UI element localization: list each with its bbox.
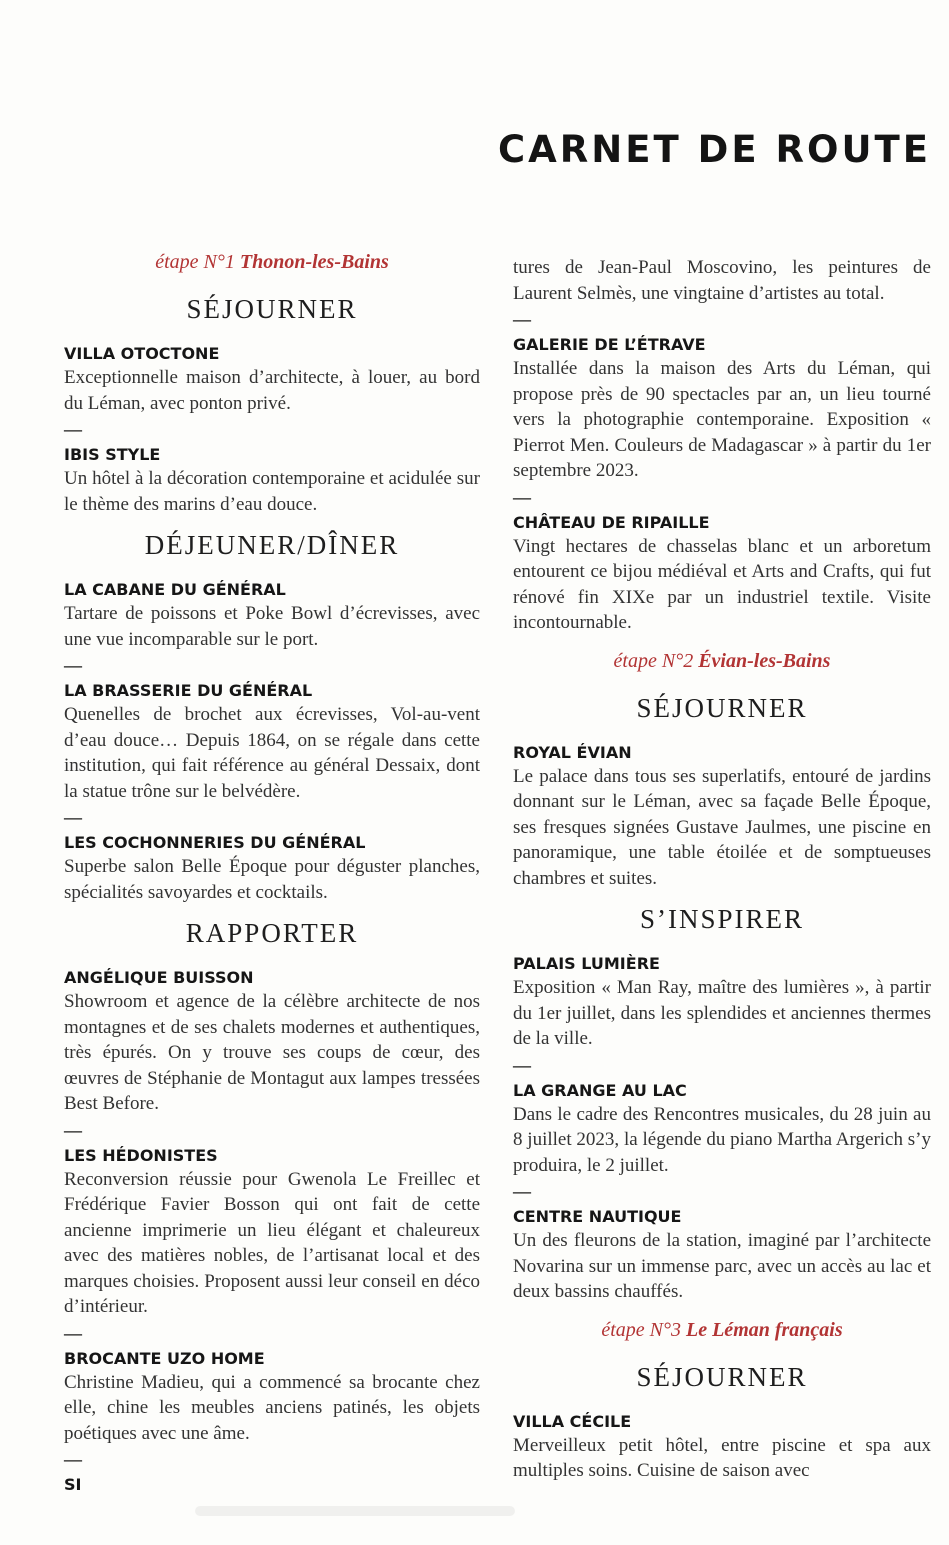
separator: — bbox=[513, 486, 531, 507]
section-heading: SÉJOURNER bbox=[186, 294, 358, 324]
entry-desc: Exposition « Man Ray, maître des lumières », à partir du 1er juillet, dans les splendides et anciennes thermes de la ville. bbox=[513, 977, 931, 1049]
section-heading: SÉJOURNER bbox=[636, 1361, 808, 1392]
section-heading: RAPPORTER bbox=[185, 918, 359, 948]
list-item bbox=[513, 334, 931, 484]
list-item bbox=[64, 1348, 480, 1447]
entry-desc: Le palace dans tous ses superlatifs, entouré de jardins donnant sur le Léman, avec sa façade Belle Époque, ses fresques signées Gustave Jaulmes, une piscine en panoramique, une table étoilée et de somptueuses chambres et suites. bbox=[513, 765, 931, 889]
entry-name: LES HÉDONISTES bbox=[64, 1145, 218, 1165]
page-title: CARNET DE ROUTE bbox=[497, 128, 931, 171]
separator: — bbox=[64, 1119, 82, 1140]
separator: — bbox=[64, 1449, 82, 1469]
etape-city: Évian-les-Bains bbox=[698, 649, 831, 672]
entry-name: SI bbox=[64, 1475, 82, 1494]
section-heading: SÉJOURNER bbox=[636, 692, 808, 723]
separator: — bbox=[64, 1322, 82, 1343]
separator: — bbox=[513, 1181, 531, 1201]
list-item bbox=[64, 343, 480, 416]
entry-name: VILLA OTOCTONE bbox=[64, 344, 220, 363]
separator: — bbox=[64, 419, 82, 439]
entry-name: LA CABANE DU GÉNÉRAL bbox=[64, 580, 286, 599]
entry-desc: Tartare de poissons et Poke Bowl d’écrevisses, avec une vue incomparable sur le port. bbox=[64, 603, 480, 650]
entry-desc: Christine Madieu, qui a commencé sa brocante chez elle, chine les meubles anciens patinés, les objets poétiques avec une âme. bbox=[64, 1371, 480, 1444]
list-item bbox=[513, 1411, 931, 1484]
separator: — bbox=[513, 309, 531, 329]
entry-name: LA GRANGE AU LAC bbox=[513, 1080, 687, 1100]
entry-desc: Merveilleux petit hôtel, entre piscine et spa aux multiples soins. Cuisine de saison avec bbox=[513, 1434, 931, 1481]
etape-label: étape N°2 bbox=[613, 649, 694, 672]
list-item bbox=[64, 967, 480, 1117]
entry-name: CENTRE NAUTIQUE bbox=[513, 1207, 682, 1226]
entry-name: ROYAL ÉVIAN bbox=[513, 742, 632, 762]
list-item bbox=[64, 1145, 480, 1320]
separator: — bbox=[513, 1054, 531, 1075]
entry-desc: Superbe salon Belle Époque pour déguster planches, spécialités savoyardes et cocktails. bbox=[64, 856, 480, 903]
entry-desc: Installée dans la maison des Arts du Léman, qui propose près de 90 spectacles par an, un lieu tourné vers la photographie contemporaine. Exposition « Pierrot Men. Couleurs de Madagascar » à partir du 1er septembre 2023. bbox=[513, 358, 931, 481]
right-column bbox=[513, 255, 931, 1484]
etape-city: Thonon-les-Bains bbox=[239, 251, 389, 273]
entry-desc: Exceptionnelle maison d’architecte, à louer, au bord du Léman, avec ponton privé. bbox=[64, 367, 480, 414]
etape-label: étape N°3 bbox=[601, 1318, 681, 1341]
entry-name: GALERIE DE L’ÉTRAVE bbox=[513, 335, 706, 354]
entry-desc: Dans le cadre des Rencontres musicales, du 28 juin au 8 juillet 2023, la légende du piano Martha Argerich s’y produira, le 2 juillet. bbox=[513, 1103, 931, 1176]
entry-name: BROCANTE UZO HOME bbox=[64, 1348, 265, 1368]
entry-name: CHÂTEAU DE RIPAILLE bbox=[513, 512, 710, 532]
etape-heading bbox=[64, 247, 480, 277]
entry-name: LES COCHONNERIES DU GÉNÉRAL bbox=[64, 833, 366, 852]
entry-name: VILLA CÉCILE bbox=[513, 1411, 632, 1431]
list-item bbox=[64, 1474, 480, 1496]
list-item bbox=[513, 742, 931, 892]
scrollbar[interactable] bbox=[195, 1506, 515, 1516]
entry-desc: Un hôtel à la décoration contemporaine et acidulée sur le thème des marins d’eau douce. bbox=[64, 468, 480, 515]
list-item bbox=[64, 579, 480, 652]
separator: — bbox=[64, 807, 82, 827]
entry-name: ANGÉLIQUE BUISSON bbox=[64, 968, 254, 987]
list-item bbox=[513, 953, 931, 1052]
separator: — bbox=[64, 655, 82, 675]
etape-heading bbox=[513, 1315, 931, 1345]
entry-desc: Quenelles de brochet aux écrevisses, Vol-au-vent d’eau douce… Depuis 1864, on se régale dans cette institution, qui fait référence au général Dessaix, dont la statue trône sur le belvédère. bbox=[64, 704, 480, 802]
etape-label: étape N°1 bbox=[155, 251, 235, 273]
entry-desc: Vingt hectares de chasselas blanc et un arboretum entourent ce bijou médiéval et Arts and Crafts, qui fut rénové fin XIXe par un industriel textile. Visite incontournable. bbox=[513, 535, 931, 633]
entry-desc: Un des fleurons de la station, imaginé par l’architecte Novarina sur un immense parc, avec un accès au lac et deux bassins chauffés. bbox=[513, 1230, 931, 1302]
entry-name: PALAIS LUMIÈRE bbox=[513, 954, 660, 973]
list-item bbox=[513, 1080, 931, 1179]
etape-heading bbox=[513, 646, 931, 676]
etape-city: Le Léman français bbox=[686, 1318, 843, 1341]
left-column bbox=[64, 247, 480, 1496]
continued-text: tures de Jean-Paul Moscovino, les peintures de Laurent Selmès, une vingtaine d’artistes au total. bbox=[513, 257, 931, 304]
list-item bbox=[513, 512, 931, 636]
section-heading: S’INSPIRER bbox=[639, 904, 805, 934]
list-item bbox=[64, 832, 480, 905]
list-item bbox=[513, 1206, 931, 1305]
list-item bbox=[64, 444, 480, 517]
section-heading: DÉJEUNER/DÎNER bbox=[144, 530, 400, 560]
entry-desc: Showroom et agence de la célèbre architecte de nos montagnes et de ses chalets modernes et authentiques, très épurés. On y trouve ses coups de cœur, des œuvres de Stéphanie de Montagut aux lampes tressées Best Before. bbox=[64, 991, 480, 1114]
list-item bbox=[64, 680, 480, 804]
entry-name: LA BRASSERIE DU GÉNÉRAL bbox=[64, 681, 313, 700]
entry-name: IBIS STYLE bbox=[64, 445, 161, 464]
entry-desc: Reconversion réussie pour Gwenola Le Freillec et Frédérique Favier Bosson qui ont fait de cette ancienne imprimerie un lieu élégant et chaleureux avec des matières nobles, de l’artisanat local et des marques choisies. Proposent aussi leur conseil en déco d’intérieur. bbox=[64, 1168, 480, 1317]
